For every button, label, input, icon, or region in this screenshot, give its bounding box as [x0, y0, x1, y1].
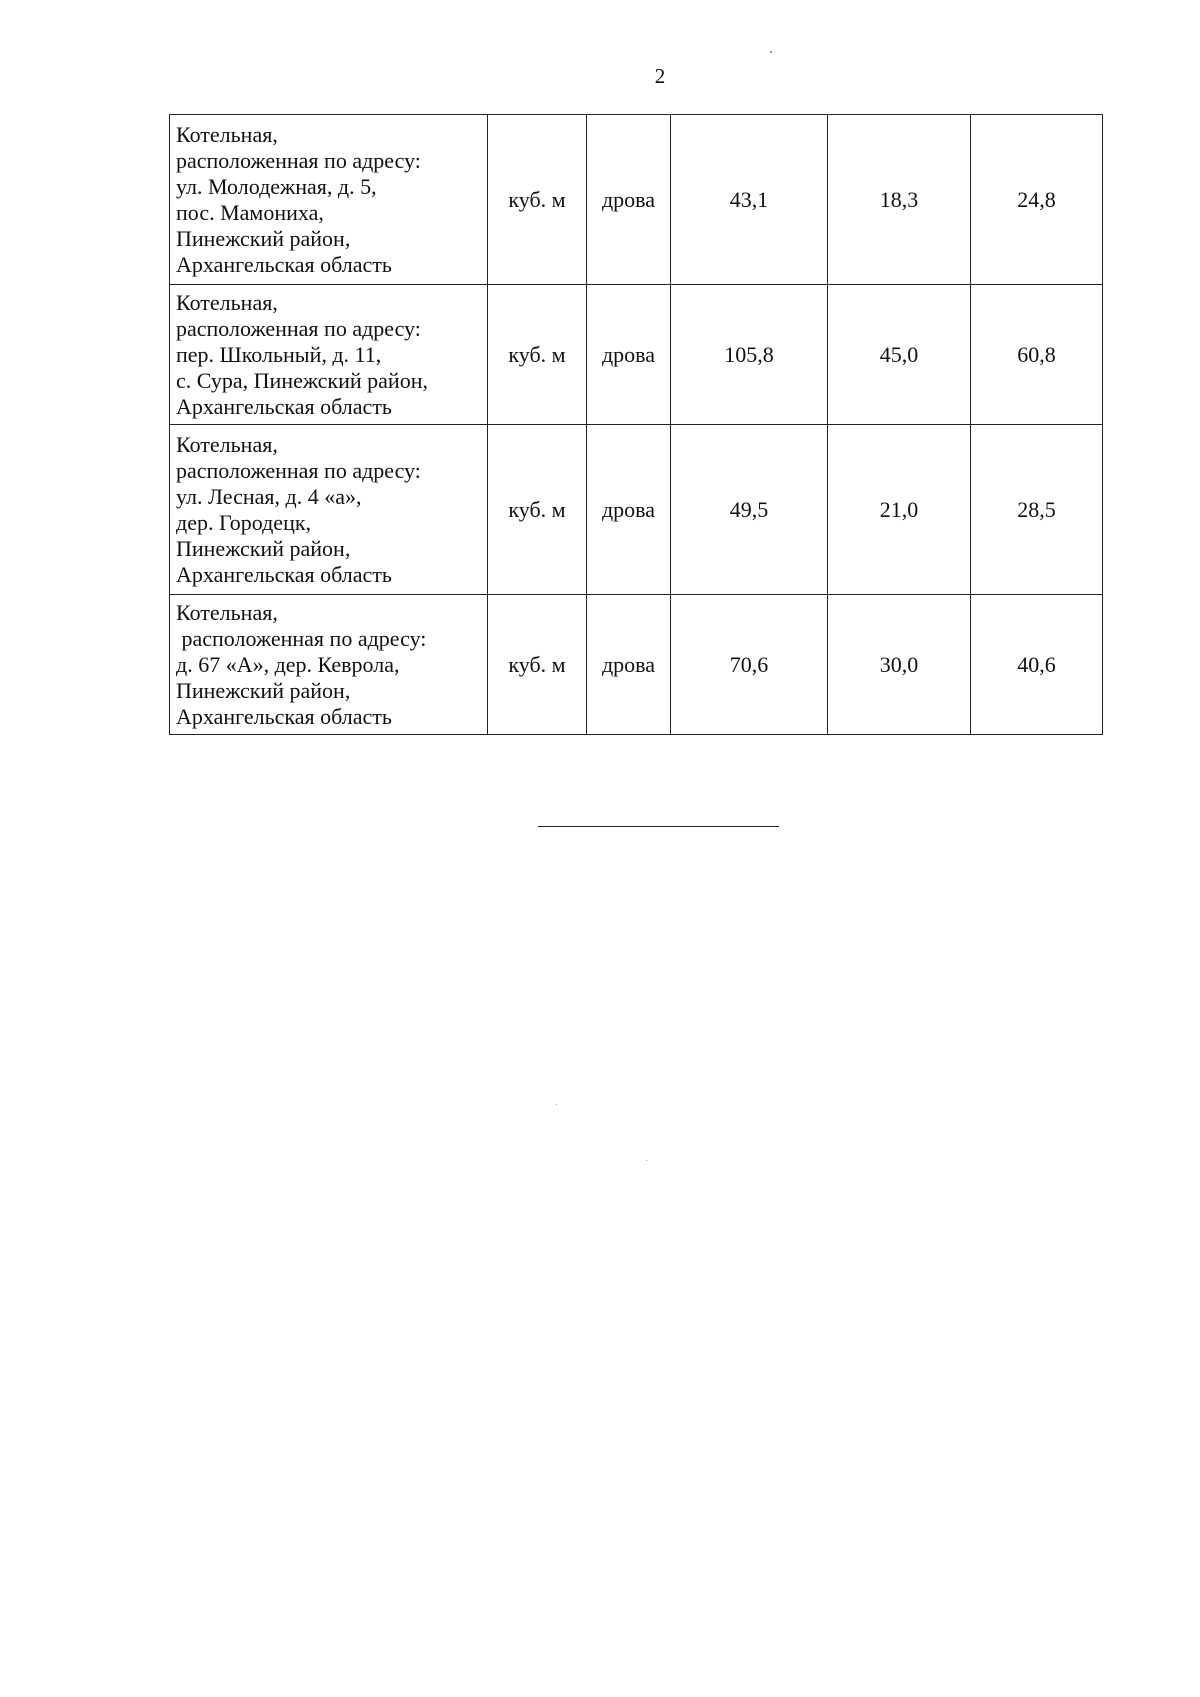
value-cell: 24,8: [971, 115, 1103, 285]
value-cell: 43,1: [671, 115, 828, 285]
address-line: ул. Лесная, д. 4 «а»,: [176, 483, 362, 509]
address-line: Архангельская область: [176, 561, 392, 587]
value-cell: 45,0: [828, 285, 971, 425]
unit-cell: куб. м: [488, 595, 587, 735]
address-line: ул. Молодежная, д. 5,: [176, 173, 377, 199]
table-row: [170, 425, 1103, 595]
value-cell: 18,3: [828, 115, 971, 285]
scan-speck: [646, 1160, 647, 1161]
address-line: расположенная по адресу:: [176, 147, 421, 173]
value-cell: 105,8: [671, 285, 828, 425]
address-line: расположенная по адресу:: [176, 457, 421, 483]
table-row: [170, 285, 1103, 425]
fuel-cell: дрова: [587, 115, 671, 285]
address-cell: [170, 115, 488, 285]
address-line: расположенная по адресу:: [176, 625, 427, 651]
address-cell: [170, 285, 488, 425]
table-row: [170, 115, 1103, 285]
page-number: 2: [654, 64, 666, 88]
unit-cell: куб. м: [488, 115, 587, 285]
address-line: д. 67 «А», дер. Кеврола,: [176, 651, 400, 677]
fuel-cell: дрова: [587, 285, 671, 425]
address-line: Пинежский район,: [176, 225, 351, 251]
scan-speck: [556, 1104, 557, 1105]
fuel-cell: дрова: [587, 595, 671, 735]
address-line: расположенная по адресу:: [176, 315, 421, 341]
address-line: с. Сура, Пинежский район,: [176, 367, 428, 393]
address-line: Котельная,: [176, 431, 278, 457]
unit-cell: куб. м: [488, 285, 587, 425]
value-cell: 70,6: [671, 595, 828, 735]
table-row: [170, 595, 1103, 735]
address-line: пос. Мамониха,: [176, 199, 324, 225]
value-cell: 30,0: [828, 595, 971, 735]
address-line: Котельная,: [176, 599, 278, 625]
address-line: дер. Городецк,: [176, 509, 312, 535]
value-cell: 21,0: [828, 425, 971, 595]
value-cell: 28,5: [971, 425, 1103, 595]
address-cell: [170, 595, 488, 735]
address-line: Котельная,: [176, 121, 278, 147]
value-cell: 40,6: [971, 595, 1103, 735]
end-divider: [538, 826, 779, 827]
unit-cell: куб. м: [488, 425, 587, 595]
address-line: Пинежский район,: [176, 677, 351, 703]
address-cell: [170, 425, 488, 595]
address-line: Пинежский район,: [176, 535, 351, 561]
fuel-cell: дрова: [587, 425, 671, 595]
address-line: Котельная,: [176, 289, 278, 315]
value-cell: 49,5: [671, 425, 828, 595]
address-line: пер. Школьный, д. 11,: [176, 341, 382, 367]
address-line: Архангельская область: [176, 251, 392, 277]
scan-speck: [770, 51, 772, 53]
value-cell: 60,8: [971, 285, 1103, 425]
address-line: Архангельская область: [176, 393, 392, 419]
address-line: Архангельская область: [176, 703, 392, 729]
boiler-fuel-table: [169, 114, 1103, 735]
